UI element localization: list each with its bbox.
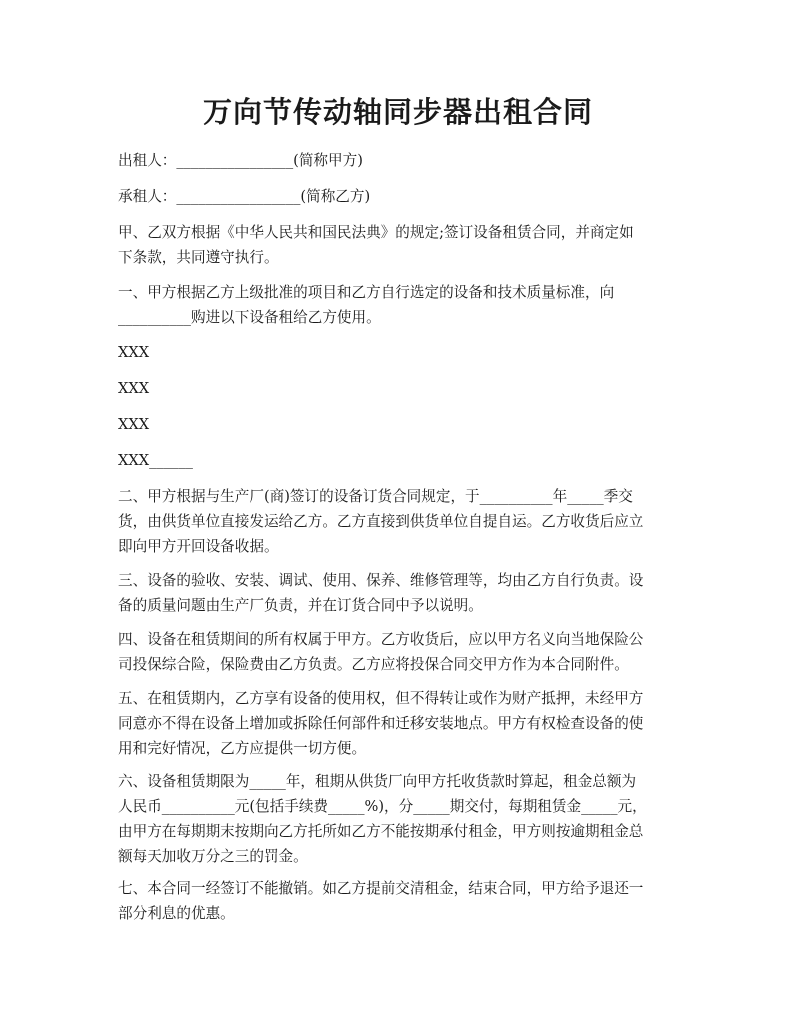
clause-4-line-1: 四、设备在租赁期间的所有权属于甲方。乙方收货后，应以甲方名义向当地保险公 [118,631,644,648]
clause-5 [118,686,682,761]
equipment-item [118,412,682,437]
equipment-item-text: XXX [118,380,150,397]
clause-2-line-1: 二、甲方根据与生产厂(商)签订的设备订货合同规定，于__________年_____季交 [118,488,633,505]
clause-6-line-4: 额每天加收万分之三的罚金。 [118,848,308,865]
lessor-line [118,148,682,173]
clause-7 [118,876,682,926]
equipment-item-text: XXX [118,344,150,361]
equipment-item [118,448,682,473]
clause-7-line-1: 七、本合同一经签订不能撤销。如乙方提前交清租金，结束合同，甲方给予退还一 [118,880,644,897]
lessee-text: 承租人：_________________(简称乙方) [118,188,371,205]
clause-5-line-2: 同意亦不得在设备上增加或拆除任何部件和迁移安装地点。甲方有权检查设备的使 [118,715,644,732]
clause-6-line-2: 人民币__________元(包括手续费_____%)，分_____期交付，每期租赁金_____元， [118,798,647,815]
clause-4-line-2: 司投保综合险，保险费由乙方负责。乙方应将投保合同交甲方作为本合同附件。 [118,656,629,673]
lessee-line [118,184,682,209]
clause-5-line-1: 五、在租赁期内，乙方享有设备的使用权，但不得转让或作为财产抵押，未经甲方 [118,690,644,707]
clause-6-line-3: 由甲方在每期期末按期向乙方托所如乙方不能按期承付租金，甲方则按逾期租金总 [118,823,644,840]
equipment-item-text: XXX______ [118,452,193,469]
intro-paragraph [118,220,682,270]
clause-3 [118,568,682,618]
clause-6 [118,769,682,869]
clause-2 [118,484,682,559]
intro-line-1: 甲、乙双方根据《中华人民共和国民法典》的规定;签订设备租赁合同，并商定如 [118,224,634,241]
clause-2-line-2: 货，由供货单位直接发运给乙方。乙方直接到供货单位自提自运。乙方收货后应立 [118,513,644,530]
clause-5-line-3: 用和完好情况，乙方应提供一切方便。 [118,740,367,757]
clause-1 [118,280,682,330]
clause-6-line-1: 六、设备租赁期限为_____年，租期从供货厂向甲方托收货款时算起，租金总额为 [118,773,637,790]
clause-2-line-3: 即向甲方开回设备收据。 [118,538,279,555]
equipment-item-text: XXX [118,416,150,433]
clause-3-line-1: 三、设备的验收、安装、调试、使用、保养、维修管理等，均由乙方自行负责。设 [118,572,644,589]
lessor-text: 出租人：________________(简称甲方) [118,152,363,169]
clause-7-line-2: 部分利息的优惠。 [118,905,235,922]
clause-1-line-2: __________购进以下设备租给乙方使用。 [118,309,381,326]
intro-line-2: 下条款，共同遵守执行。 [118,249,279,266]
equipment-item [118,376,682,401]
document-title: 万向节传动轴同步器出租合同 [202,95,593,129]
clause-3-line-2: 备的质量问题由生产厂负责，并在订货合同中予以说明。 [118,597,483,614]
clause-1-line-1: 一、甲方根据乙方上级批准的项目和乙方自行选定的设备和技术质量标准，向 [118,284,615,301]
clause-4 [118,627,682,677]
equipment-item [118,340,682,365]
